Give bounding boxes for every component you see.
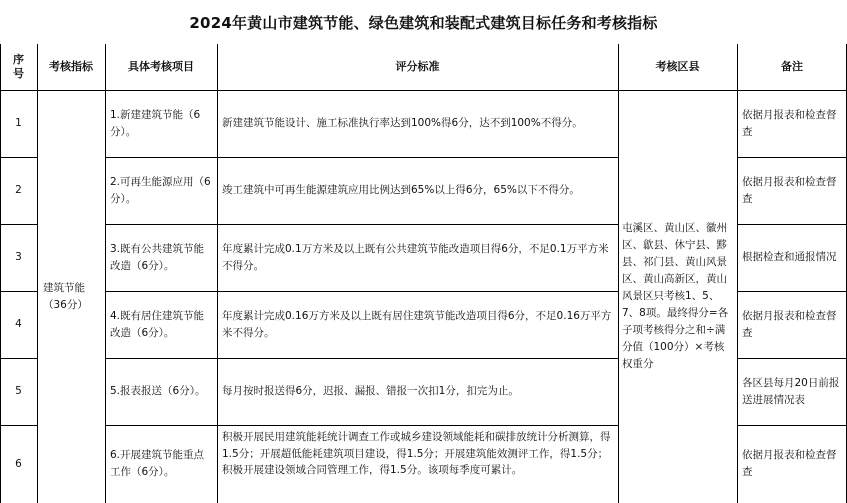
header-no: 序号: [0, 44, 37, 90]
row-2-no: 2: [15, 184, 22, 196]
row-1-no: 1: [15, 117, 22, 129]
header-criteria: 评分标准: [217, 44, 618, 90]
row-6-criteria: 积极开展民用建筑能耗统计调查工作或城乡建设领域能耗和碳排放统计分析测算，得1.5分；开展超低能耗建筑项目建设，得1.5分；开展建筑能效测评工作，得1.5分；积极开展建设领域合同管理工作，得1.5分。该项每季度可累计。: [222, 431, 611, 476]
row-6-remark: 依据月报表和检查督查: [742, 449, 837, 478]
row-5-remark: 各区县每月20日前报送进展情况表: [742, 376, 840, 406]
row-6-no: 6: [15, 457, 22, 470]
header-district: 考核区县: [618, 44, 737, 90]
row-2-item: 2.可再生能源应用（6分）。: [110, 175, 211, 205]
column-divider: [105, 44, 106, 503]
row-divider: [105, 157, 618, 158]
row-divider: [0, 291, 37, 292]
row-3-no: 3: [15, 251, 22, 263]
row-divider: [737, 425, 847, 426]
column-divider: [217, 44, 218, 503]
row-divider: [737, 224, 847, 225]
row-3-criteria: 年度累计完成0.1万方米及以上既有公共建筑节能改造项目得6分，不足0.1万平方米不得分。: [222, 242, 609, 272]
column-divider: [737, 44, 738, 503]
header-remark: 备注: [737, 44, 847, 90]
header-divider: [0, 90, 847, 91]
row-divider: [737, 291, 847, 292]
row-3-item: 3.既有公共建筑节能改造（6分）。: [110, 242, 205, 272]
row-6-item: 6.开展建筑节能重点工作（6分）。: [110, 449, 205, 478]
header-indicator: 考核指标: [37, 44, 105, 90]
indicator-group-cell: 建筑节能（36分）: [43, 281, 88, 311]
row-divider: [737, 157, 847, 158]
row-1-item: 1.新建建筑节能（6分）。: [110, 108, 201, 138]
row-2-criteria: 竣工建筑中可再生能源建筑应用比例达到65%以上得6分，65%以下不得分。: [222, 184, 580, 196]
row-divider: [105, 425, 618, 426]
row-5-criteria: 每月按时报送得6分，迟报、漏报、错报一次扣1分，扣完为止。: [222, 385, 519, 397]
column-divider: [37, 44, 38, 503]
row-2-remark: 依据月报表和检查督查: [742, 175, 837, 205]
row-4-remark: 依据月报表和检查督查: [742, 309, 837, 339]
row-divider: [105, 224, 618, 225]
district-cell: 屯溪区、黄山区、徽州区、歙县、休宁县、黟县、祁门县、黄山风景区、黄山高新区，黄山风景区只考核1、5、7、8项。最终得分=各子项考核得分之和÷满分值（100分）×考核权重分: [622, 222, 729, 370]
row-divider: [737, 358, 847, 359]
row-divider: [105, 358, 618, 359]
row-4-no: 4: [15, 318, 22, 330]
row-divider: [105, 291, 618, 292]
row-divider: [0, 157, 37, 158]
row-3-remark: 根据检查和通报情况: [742, 251, 837, 263]
document-title: 2024年黄山市建筑节能、绿色建筑和装配式建筑目标任务和考核指标: [0, 0, 847, 45]
row-divider: [0, 425, 37, 426]
column-divider: [618, 44, 619, 503]
table-border-left: [0, 44, 1, 503]
row-4-criteria: 年度累计完成0.16万方米及以上既有居住建筑节能改造项目得6分，不足0.16万平方米不得分。: [222, 309, 612, 339]
assessment-table: [0, 44, 847, 503]
row-divider: [0, 358, 37, 359]
row-4-item: 4.既有居住建筑节能改造（6分）。: [110, 309, 205, 339]
row-1-remark: 依据月报表和检查督查: [742, 108, 837, 138]
row-5-item: 5.报表报送（6分）。: [110, 385, 206, 397]
row-1-criteria: 新建建筑节能设计、施工标准执行率达到100%得6分，达不到100%不得分。: [222, 117, 583, 129]
header-item: 具体考核项目: [105, 44, 217, 90]
row-divider: [0, 224, 37, 225]
row-5-no: 5: [15, 385, 22, 397]
